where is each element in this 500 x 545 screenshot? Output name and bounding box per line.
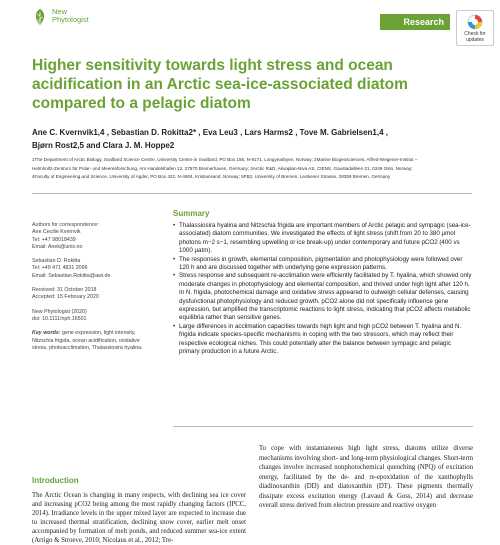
summary-item: • Thalassiosira hyalina and Nitzschia frigida are important members of Arctic pelagic and sympagic (sea-ice-associated) diatom communities. We investigated the effects of light stress (shift from 20 to 380 μmol photons m−2 s−1, resembling upwelling or ice break-up) under contemporary and future pCO2 (400 vs 1000 μatm). [173, 222, 473, 256]
introduction-text: The Arctic Ocean is changing in many respects, with declining sea ice cover and increasing pCO2 being among the most rapidly changing factors (IPCC, 2014). Irradiance levels in the upper mixed layer are expected to increase due to increased thermal stratification, declining snow cover, earlier melt onset accompanied by formation of melt ponds, and reduced summer sea-ice extent (Arrigo & Stroeve, 2010; Nicolaus et al., 2012; Tre- [32, 492, 246, 544]
summary-item: • Stress response and subsequent re-acclimation were efficiently facilitated by T. hyalina, which showed only moderate changes in photophysiology and elemental composition, and thrived under high light after 120 h. In N. frigida, photochemical damage and oxidative stress appeared to outweigh cellular defenses, causing dysfunctional photophysiology and reduced growth. pCO2 alone did not specifically influence gene expression, but amplified the transcriptomic reactions to light stress, indicating that pCO2 affects metabolic equilibria rather than sensitive genes. [173, 272, 473, 322]
authors-line-1: Ane C. Kvernvik1,4 , Sebastian D. Rokitta2* , Eva Leu3 , Lars Harms2 , Tove M. Gabrielsen1,4 , [32, 128, 388, 137]
accepted-date: Accepted: 15 February 2020 [32, 294, 99, 301]
affiliation-line-3: 4Faculty of Engineering and Science, University of Agder, PO Box 422, N-4604, Kristiansand, Norway; 5FB2, University of Bremen, Leobener Strasse, 28359 Bremen, Germany [32, 174, 391, 179]
journal-citation: New Phytologist (2020) [32, 308, 87, 315]
summary-item: • The responses in growth, elemental composition, pigmentation and photophysiology were followed over 120 h and are discussed together with underlying gene expression patterns. [173, 256, 473, 273]
correspondence-email[interactable]: Email: Anek@unis.no [32, 243, 83, 250]
correspondence-block [32, 222, 154, 251]
section-label: Research [403, 17, 444, 27]
introduction-heading: Introduction [32, 476, 79, 485]
summary-heading: Summary [173, 209, 210, 218]
doi-link[interactable]: doi: 10.1111/nph.16501 [32, 315, 87, 322]
correspondence-name-2: Sebastian D. Rokitta [32, 258, 81, 265]
check-updates-line-1: Check for [464, 31, 486, 37]
summary-divider [173, 426, 473, 427]
summary-section [173, 209, 473, 357]
affiliations [32, 156, 472, 182]
keywords-block [32, 330, 154, 352]
correspondence-email-2[interactable]: Email: Sebastian.Rokitta@awi.de [32, 272, 111, 279]
correspondence-block-2 [32, 258, 154, 280]
keywords-text: gene expression, light intensity, Nitzschia frigida, ocean acidification, oxidative stress, photoacclimation, Thalassiosira hyalina. [32, 330, 143, 351]
logo-line-2: Phytologist [52, 15, 89, 24]
summary-list [173, 222, 473, 357]
authors-line-2: Bjørn Rost2,5 and Clara J. M. Hoppe2 [32, 141, 175, 150]
section-banner [380, 14, 450, 30]
affiliation-line-1: 1The Department of Arctic Biology, Svalbard Science Centre, University Centre in Svalbard, PO Box 156, N-9171, Longyearbyen, Norway; 2Marine Biogeosciences, Alfred-Wegener-Institut – [32, 157, 418, 162]
citation-block [32, 309, 154, 324]
body-text-right-column: To cope with instantaneous high light stress, diatoms utilize diverse mechanisms involving short- and long-term physiological changes. Short-term changes involve increased nonphotochemical quenching (NPQ) of excitation energy, facilitated by the de- and re-epoxidation of the xanthophylls diadinoxanthin (DD) and diatoxanthin (DT). These pigments thermally dissipate excess excitation energy (Lavaud & Goss, 2014) and decrease overall stress derived from electron pressure and reactive oxygen [259, 445, 473, 509]
summary-item: • Large differences in acclimation capacities towards high light and high pCO2 between T. hyalina and N. frigida indicate species-specific mechanisms in coping with the two stressors, which may reflect their respective ecological niches. This could potentially alter the balance between sympagic and pelagic primary production in a future Arctic. [173, 323, 473, 357]
correspondence-name: Ane Cecilie Kvernvik [32, 229, 81, 236]
logo-line-1: New [52, 7, 68, 16]
correspondence-tel-2: Tel: +49 471 4831 2096 [32, 265, 88, 272]
crossmark-icon [467, 14, 483, 30]
received-date: Received: 31 October 2018 [32, 287, 97, 294]
correspondence-label: Authors for correspondence: [32, 222, 99, 228]
dates-block [32, 287, 154, 302]
article-sidebar [32, 222, 154, 359]
correspondence-tel: Tel: +47 98018439 [32, 236, 76, 243]
journal-logo[interactable] [32, 8, 89, 26]
article-title: Higher sensitivity towards light stress and ocean acidification in an Arctic sea-ice-associated diatom compared to a pelagic diatom [32, 57, 408, 112]
check-for-updates-button[interactable] [456, 10, 494, 46]
keywords-label: Key words: [32, 330, 61, 337]
check-updates-line-2: updates [466, 37, 484, 43]
header-divider [32, 193, 472, 194]
leaf-logo-icon [32, 8, 48, 26]
affiliation-line-2: Helmholtz-Zentrum für Polar- und Meeresforschung, Am Handelshafen 12, 27570 Bremerhaven, Germany; 3Arctic R&D, Akvaplan-Niva AS, CIENS, Gaustadalléen 21, 0349 Oslo, Norway; [32, 165, 413, 171]
author-list [32, 126, 472, 152]
